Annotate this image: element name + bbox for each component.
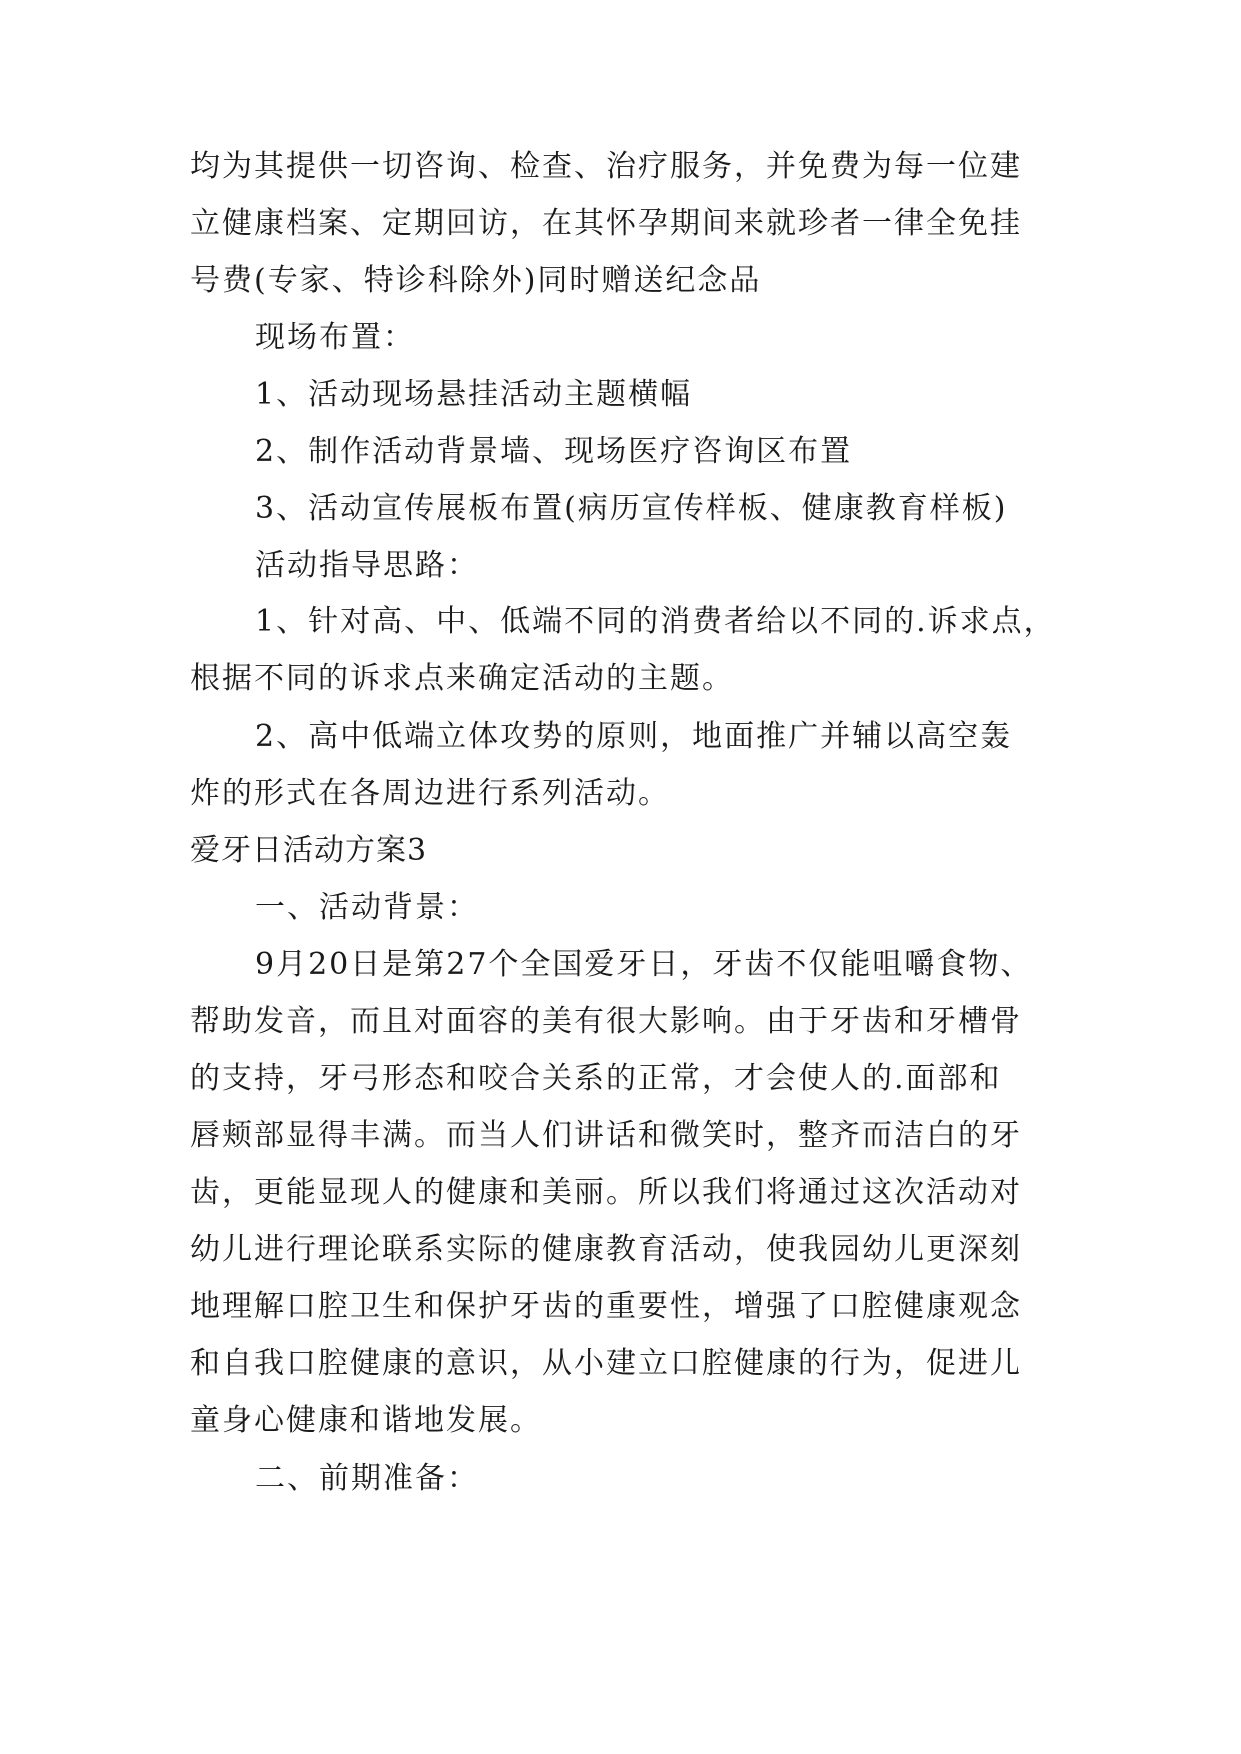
- list-item: 1、针对高、中、低端不同的消费者给以不同的.诉求点，: [255, 604, 1056, 639]
- section-heading: 爱牙日活动方案3: [190, 833, 428, 868]
- body-text-line: 地理解口腔卫生和保护牙齿的重要性，增强了口腔健康观念: [190, 1289, 1022, 1324]
- body-text-line: 炸的形式在各周边进行系列活动。: [190, 776, 670, 811]
- body-text-line: 9月20日是第27个全国爱牙日，牙齿不仅能咀嚼食物、: [255, 947, 1033, 982]
- body-text-line: 根据不同的诉求点来确定活动的主题。: [190, 661, 734, 696]
- subsection-heading-background: 一、活动背景：: [255, 890, 479, 925]
- body-text-line: 童身心健康和谐地发展。: [190, 1403, 542, 1438]
- body-text-line: 齿，更能显现人的健康和美丽。所以我们将通过这次活动对: [190, 1175, 1022, 1210]
- list-item: 2、高中低端立体攻势的原则，地面推广并辅以高空轰: [255, 719, 1013, 754]
- list-item: 2、制作活动背景墙、现场医疗咨询区布置: [255, 434, 853, 469]
- body-text-line: 唇颊部显得丰满。而当人们讲话和微笑时，整齐而洁白的牙: [190, 1118, 1022, 1153]
- body-text-line: 帮助发音，而且对面容的美有很大影响。由于牙齿和牙槽骨: [190, 1004, 1022, 1039]
- body-text-line: 号费(专家、特诊科除外)同时赠送纪念品: [190, 263, 762, 298]
- body-text-line: 幼儿进行理论联系实际的健康教育活动，使我园幼儿更深刻: [190, 1232, 1022, 1267]
- body-text-line: 和自我口腔健康的意识，从小建立口腔健康的行为，促进儿: [190, 1346, 1022, 1381]
- list-item: 1、活动现场悬挂活动主题横幅: [255, 377, 693, 412]
- subsection-heading-preparation: 二、前期准备：: [255, 1461, 479, 1496]
- body-text-line: 立健康档案、定期回访，在其怀孕期间来就珍者一律全免挂: [190, 206, 1022, 241]
- body-text-line: 均为其提供一切咨询、检查、治疗服务，并免费为每一位建: [190, 149, 1022, 184]
- section-label-guidance: 活动指导思路：: [255, 548, 479, 583]
- list-item: 3、活动宣传展板布置(病历宣传样板、健康教育样板): [255, 491, 1008, 526]
- section-label-site-setup: 现场布置：: [255, 320, 415, 355]
- body-text-line: 的支持，牙弓形态和咬合关系的正常，才会使人的.面部和: [190, 1061, 1002, 1096]
